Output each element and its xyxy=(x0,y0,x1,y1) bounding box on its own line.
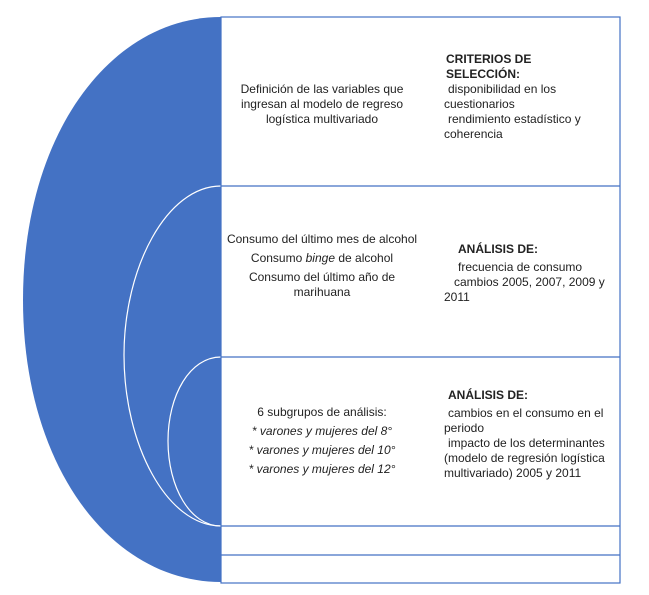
row1-definition-text: Definición de las variables que ingresan al modelo de regreso logística multivariado xyxy=(240,82,404,126)
row1-item-2: rendimiento estadístico y coherencia xyxy=(444,112,581,141)
row1-item-1: disponibilidad en los cuestionarios xyxy=(444,82,557,111)
row1-right-text xyxy=(438,52,608,142)
row2-item-1: frecuencia de consumo xyxy=(458,260,583,274)
row2-middle-text xyxy=(226,232,418,300)
row2-binge-suffix: de alcohol xyxy=(338,251,394,265)
row2-binge-word: binge xyxy=(305,251,335,265)
row3-item-1: cambios en el consumo en el periodo xyxy=(444,406,604,435)
row3-item-2: impacto de los determinantes (modelo de regresión logística multivariado) 2005 y 2011 xyxy=(444,436,605,480)
row2-alcohol-month: Consumo del último mes de alcohol xyxy=(226,232,418,246)
row3-header: ANÁLISIS DE: xyxy=(448,388,529,402)
row1-middle-text xyxy=(226,82,418,127)
outer-blue-arc xyxy=(23,17,221,582)
row2-binge-prefix: Consumo xyxy=(250,251,303,265)
row3-subgroup-10: * varones y mujeres del 10° xyxy=(248,443,396,457)
row2-marijuana-year: Consumo del último año de marihuana xyxy=(248,270,396,299)
row3-subgroup-12: * varones y mujeres del 12° xyxy=(248,462,396,476)
row3-middle-text xyxy=(226,405,418,477)
row1-header: CRITERIOS DE SELECCIÓN: xyxy=(446,52,532,81)
row3-right-text xyxy=(438,388,608,481)
row3-subgroups-title: 6 subgrupos de análisis: xyxy=(257,405,387,419)
row2-binge-line xyxy=(226,251,418,266)
row3-subgroup-8: * varones y mujeres del 8° xyxy=(251,424,393,438)
row2-item-2: cambios 2005, 2007, 2009 y 2011 xyxy=(444,275,605,304)
row2-right-text xyxy=(438,242,608,305)
row2-header: ANÁLISIS DE: xyxy=(458,242,539,256)
